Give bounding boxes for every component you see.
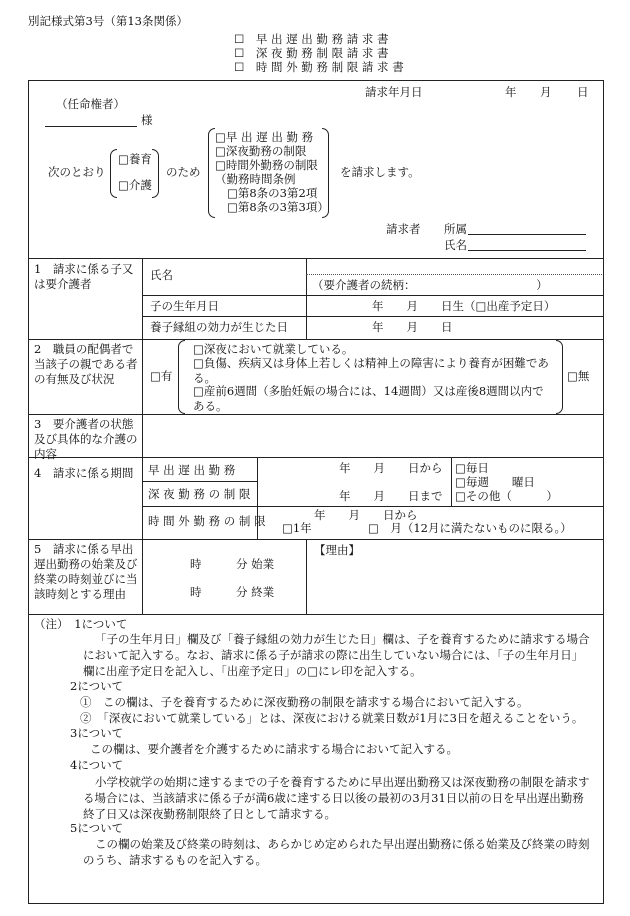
notes-intro: （注） 1について: [34, 617, 128, 631]
note-5-heading: 5について: [70, 821, 124, 835]
note-1: 「子の生年月日」欄及び「養子縁組の効力が生じた日」欄は、子を養育するために請求する場合において記入する。なお、請求に係る子が請求の際に出生していない場合には、「子の生年月日」欄に出産予定日を記入し、「出産予定日」の□にレ印を記入する。: [83, 632, 590, 678]
note-4-heading: 4について: [70, 758, 124, 772]
sec4-freq-vline: [451, 457, 452, 506]
sec1-heading: 1 請求に係る子又は要介護者: [34, 262, 134, 291]
type-early-late[interactable]: □早 出 遅 出 勤 務: [215, 130, 314, 144]
form-number: 別記様式第3号（第13条関係）: [28, 14, 188, 28]
overtime-one-year[interactable]: □1年: [282, 521, 312, 535]
appointer-line: [45, 126, 137, 127]
start-time: 時 分 始業: [190, 557, 275, 571]
appointer-sama: 様: [141, 113, 153, 127]
note-2a: ① この欄は、子を養育するために深夜勤務の制限を請求する場合において記入する。: [80, 695, 529, 709]
sec1-dotted-1: [306, 274, 602, 275]
name-label: 氏名: [444, 238, 467, 252]
sec2-bracket-right: [556, 340, 563, 414]
note-2-heading: 2について: [70, 679, 124, 693]
title-night-limit: ☐ 深 夜 勤 務 制 限 請 求 書: [234, 46, 389, 60]
bracket-right-care: [152, 149, 159, 198]
request-date-label: 請求年月日: [365, 85, 423, 99]
sec2-heading: 2 職員の配偶者で当該子の親である者の有無及び状況: [34, 342, 138, 386]
overtime-from-date: 年 月 日から: [314, 508, 418, 522]
note-2b: ② 「深夜において就業している」とは、深夜における就業日数が1月に3日を超えることをいう。: [80, 711, 584, 725]
type-overtime-limit[interactable]: □時間外勤務の制限: [215, 158, 318, 172]
end-time: 時 分 終業: [190, 585, 275, 599]
sec5-inner-vline: [306, 539, 307, 614]
appointer-label: （任命権者）: [56, 97, 125, 111]
sec5-heading: 5 請求に係る早出遅出勤務の始業及び終業の時刻並びに当該時刻とする理由: [34, 542, 138, 601]
spouse-condition-illness[interactable]: □負傷、疾病又は身体上若しくは精神上の障害により養育が困難である。: [193, 356, 549, 385]
overtime-months[interactable]: □ 月（12月に満たないものに限る。）: [368, 521, 572, 535]
type-ordinance: （勤務時間条例: [215, 172, 296, 186]
divider-1: [28, 258, 603, 259]
divider-6: [28, 614, 603, 615]
spouse-yes-checkbox[interactable]: □有: [150, 369, 173, 383]
freq-daily[interactable]: □毎日: [455, 461, 489, 475]
type-article-2[interactable]: □第8条の3第2項: [227, 186, 318, 200]
period-overtime-label: 時 間 外 勤 務 の 制 限: [148, 514, 266, 528]
affiliation-label: 所属: [444, 222, 467, 236]
sec4-line-a: [142, 481, 257, 482]
spouse-condition-birth[interactable]: □産前6週間（多胎妊娠の場合には、14週間）又は産後8週間以内である。: [193, 384, 544, 413]
freq-other[interactable]: □その他（ ）: [455, 489, 558, 503]
sec1-line-b: [142, 316, 603, 317]
sec1-relation: （要介護者の続柄： ）: [312, 278, 548, 292]
next-as-text: 次のとおり: [48, 165, 106, 179]
affiliation-line: [468, 234, 586, 235]
type-night-limit[interactable]: □深夜勤務の制限: [215, 144, 307, 158]
note-4: 小学校就学の始期に達するまでの子を養育するために早出遅出勤務又は深夜勤務の制限を請求する場合には、当該請求に係る子が満6歳に達する日以後の最初の3月31日以前の日を早出遅出勤務終了日又は深夜勤務制限終了日として請求する。: [83, 775, 590, 821]
spouse-no-checkbox[interactable]: □無: [567, 369, 590, 383]
request-month: 月: [540, 85, 552, 99]
child-birth-value: 年 月 日生（□出産予定日）: [372, 299, 556, 313]
divider-2: [28, 339, 603, 340]
adoption-value: 年 月 日: [372, 320, 453, 334]
bracket-left-type: [208, 128, 215, 218]
adoption-label: 養子縁組の効力が生じた日: [150, 320, 288, 334]
name-line: [468, 250, 586, 251]
sec1-name-label: 氏名: [150, 268, 173, 282]
request-day: 日: [577, 85, 589, 99]
sec3-heading: 3 要介護者の状態及び具体的な介護の内容: [34, 417, 138, 461]
period-night-limit-label: 深 夜 勤 務 の 制 限: [148, 487, 251, 501]
request-year: 年: [505, 85, 517, 99]
spouse-condition-night[interactable]: □深夜において就業している。: [193, 342, 354, 356]
sec4-heading: 4 請求に係る期間: [34, 466, 134, 480]
child-birth-label: 子の生年月日: [150, 299, 219, 313]
sec2-bracket-left: [178, 340, 185, 414]
left-column-line: [142, 258, 143, 614]
bracket-left-care: [110, 149, 117, 198]
period-from-date: 年 月 日から: [339, 461, 443, 475]
sec1-line-a: [142, 295, 603, 296]
hereby-request-text: を請求します。: [340, 165, 420, 179]
note-3-heading: 3について: [70, 726, 124, 740]
sec1-inner-vline: [306, 258, 307, 339]
period-early-late-label: 早 出 遅 出 勤 務: [148, 463, 236, 477]
period-to-date: 年 月 日まで: [339, 489, 443, 503]
divider-5: [28, 539, 603, 540]
freq-weekly[interactable]: □毎週 曜日: [455, 475, 535, 489]
divider-3: [28, 414, 603, 415]
type-article-3[interactable]: □第8条の3第3項）: [227, 200, 329, 214]
title-overtime-limit: ☐ 時 間 外 勤 務 制 限 請 求 書: [234, 60, 404, 74]
requester-label: 請求者: [386, 222, 421, 236]
note-5: この欄の始業及び終業の時刻は、あらかじめ定められた早出遅出勤務に係る始業及び終業の時刻のうち、請求するものを記入する。: [83, 837, 590, 867]
note-3: この欄は、要介護者を介護するために請求する場合において記入する。: [90, 742, 458, 756]
care-option-nursing[interactable]: □介護: [118, 178, 152, 192]
care-option-rearing[interactable]: □養育: [118, 152, 152, 166]
title-early-late: ☐ 早 出 遅 出 勤 務 請 求 書: [234, 32, 389, 46]
reason-label: 【理由】: [314, 543, 360, 557]
sec4-line-b: [142, 506, 603, 507]
for-purpose-text: のため: [166, 165, 201, 179]
